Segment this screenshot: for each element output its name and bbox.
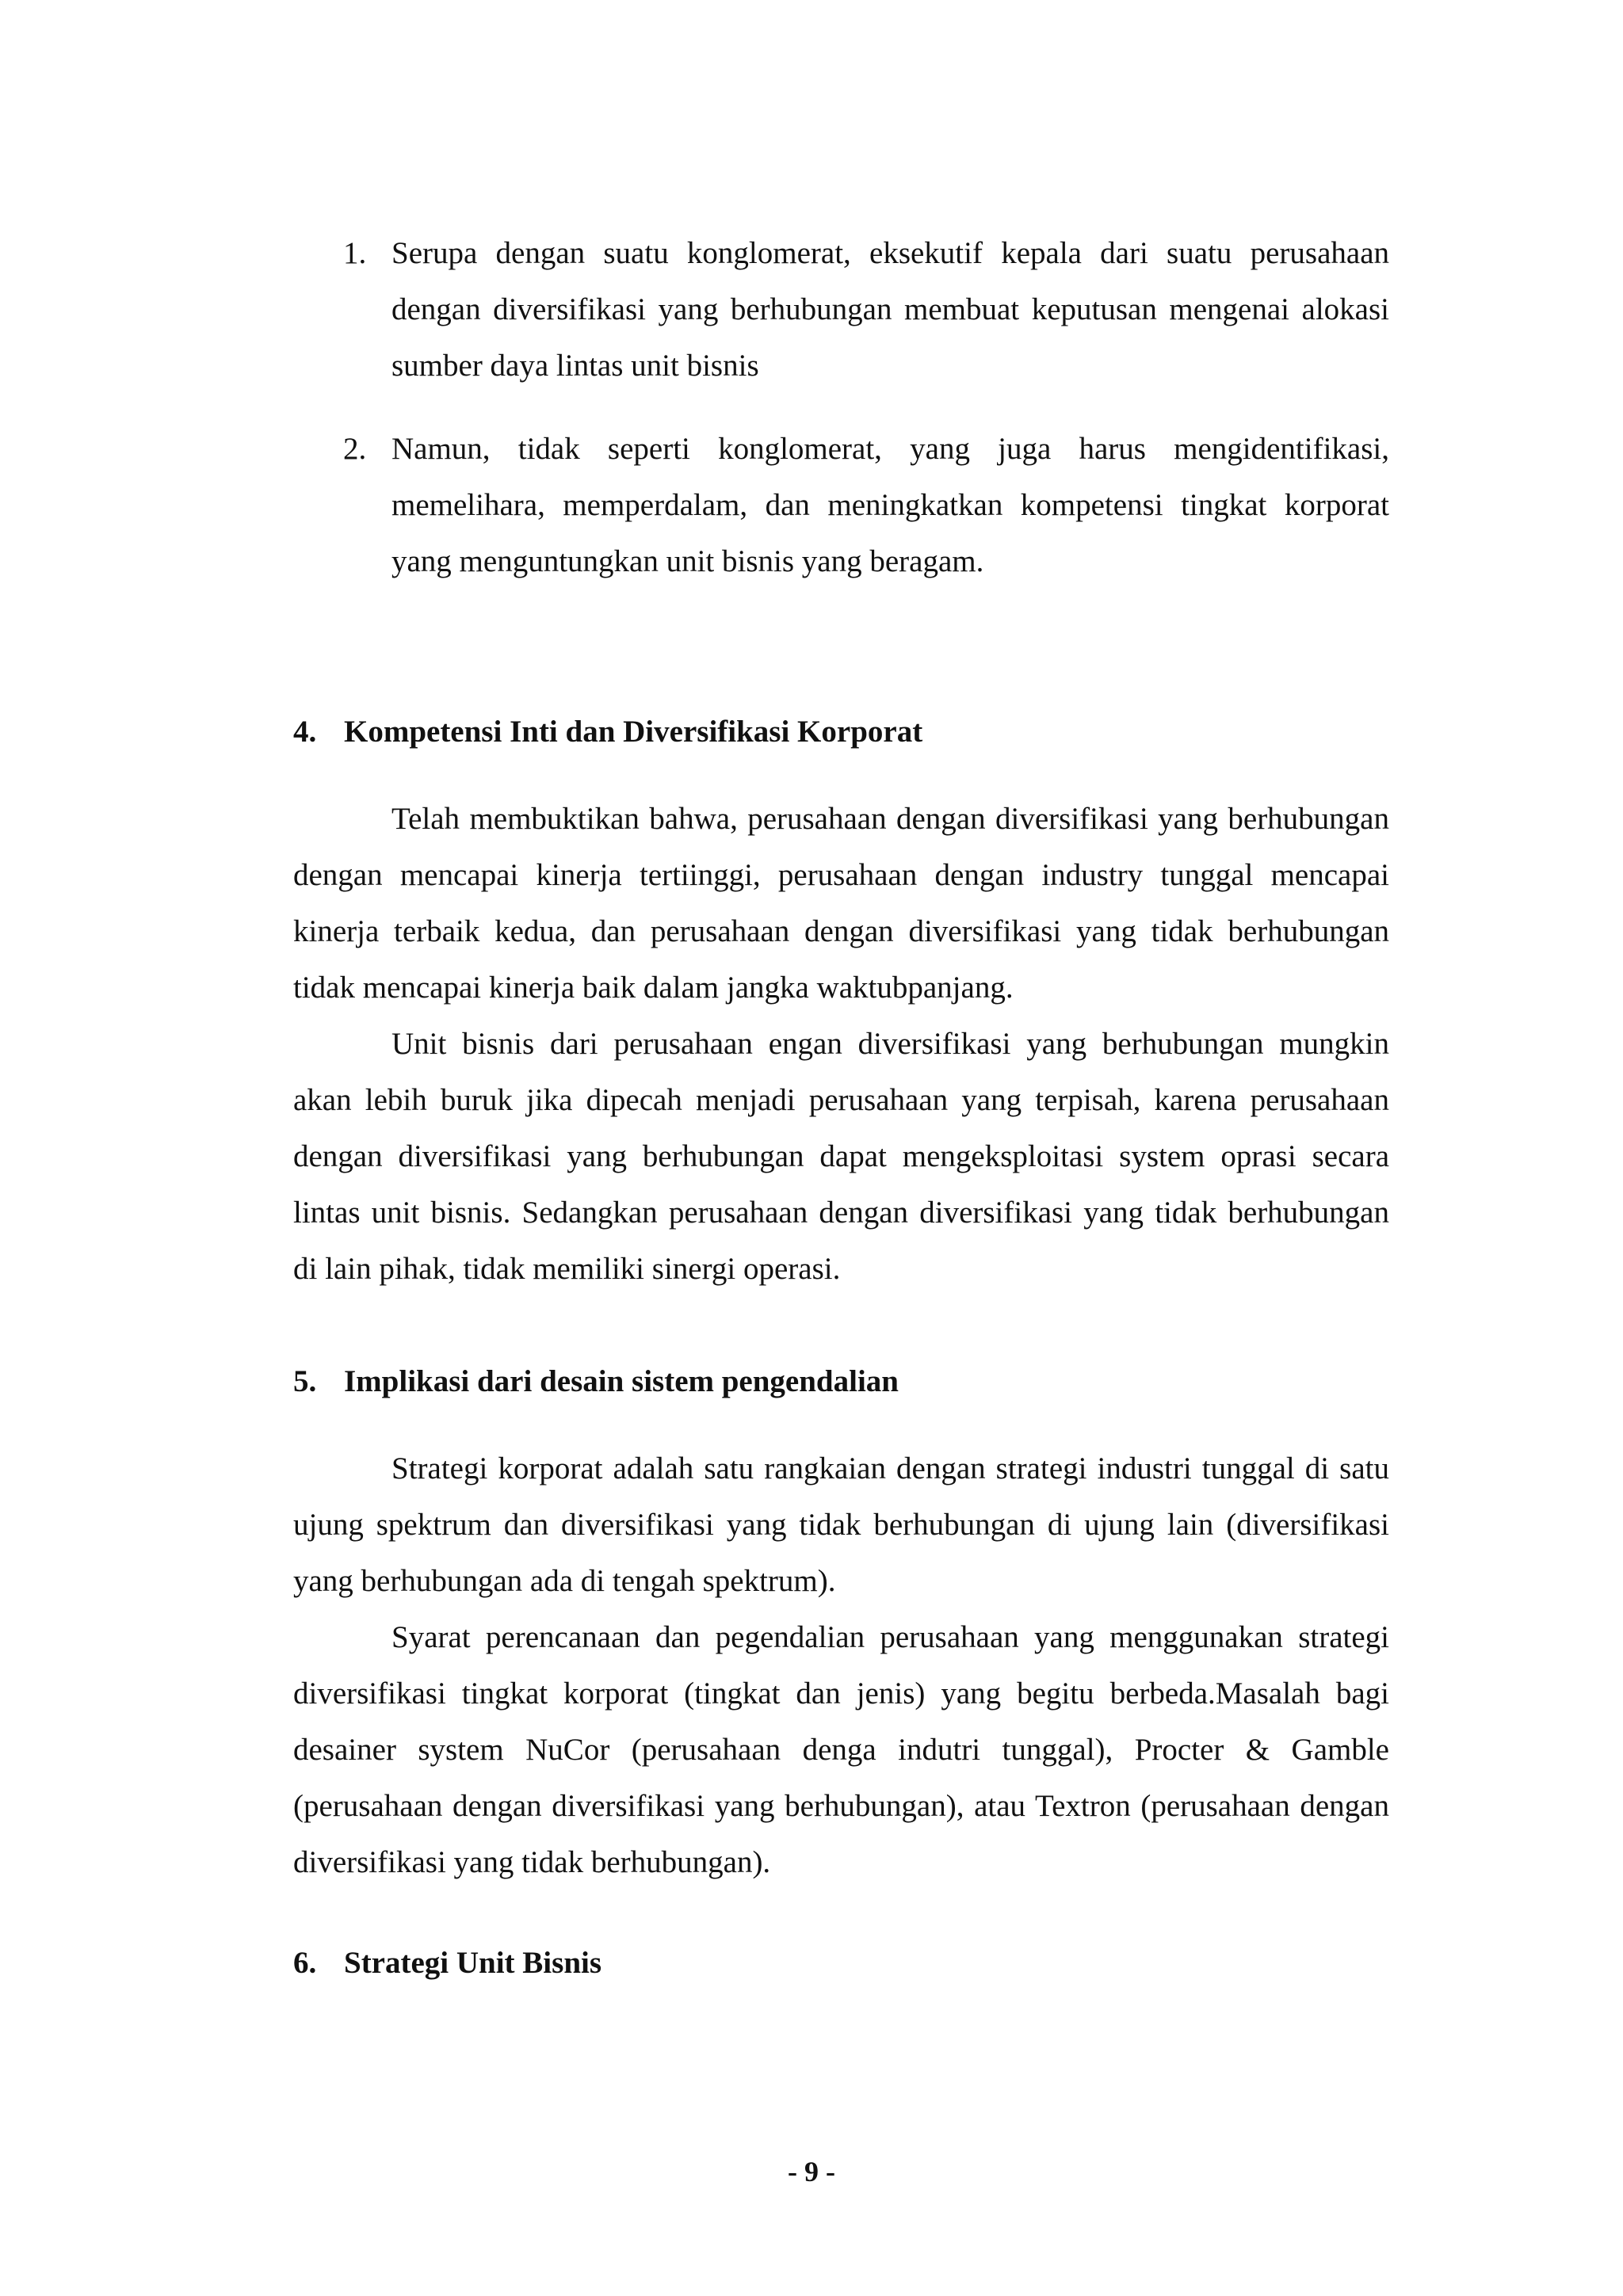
section-number: 6. bbox=[293, 1946, 317, 1980]
list-item-text: Serupa dengan suatu konglomerat, eksekutif kepala dari suatu perusahaan dengan diversifikasi yang berhubungan membuat keputusan mengenai alokasi sumber daya lintas unit bisnis bbox=[391, 236, 1389, 383]
section-heading bbox=[293, 704, 1389, 760]
section-implikasi-desain bbox=[293, 1353, 1389, 1890]
paragraph: Unit bisnis dari perusahaan engan diversifikasi yang berhubungan mungkin akan lebih buruk jika dipecah menjadi perusahaan yang terpisah, karena perusahaan dengan diversifikasi yang berhubungan dapat mengeksploitasi system oprasi secara lintas unit bisnis. Sedangkan perusahaan dengan diversifikasi yang tidak berhubungan di lain pihak, tidak memiliki sinergi operasi. bbox=[293, 1027, 1389, 1286]
section-number: 5. bbox=[293, 1364, 317, 1398]
list-item-number: 1. bbox=[343, 236, 367, 270]
section-strategi-unit-bisnis bbox=[293, 1935, 1389, 1991]
paragraph: Telah membuktikan bahwa, perusahaan dengan diversifikasi yang berhubungan dengan mencapai kinerja tertiinggi, perusahaan dengan industry tunggal mencapai kinerja terbaik kedua, dan perusahaan dengan diversifikasi yang tidak berhubungan tidak mencapai kinerja baik dalam jangka waktubpanjang. bbox=[293, 802, 1389, 1005]
section-number: 4. bbox=[293, 715, 317, 749]
page-number: - 9 - bbox=[788, 2156, 835, 2187]
paragraph: Strategi korporat adalah satu rangkaian dengan strategi industri tunggal di satu ujung spektrum dan diversifikasi yang tidak berhubungan di ujung lain (diversifikasi yang berhubungan ada di tengah spektrum). bbox=[293, 1451, 1389, 1598]
section-title: Kompetensi Inti dan Diversifikasi Korporat bbox=[344, 715, 923, 749]
section-kompetensi-inti bbox=[293, 704, 1389, 1297]
list-item bbox=[343, 421, 1389, 589]
section-heading bbox=[293, 1935, 1389, 1991]
numbered-list bbox=[343, 225, 1389, 589]
section-title: Implikasi dari desain sistem pengendalian bbox=[344, 1364, 899, 1398]
list-item-text: Namun, tidak seperti konglomerat, yang juga harus mengidentifikasi, memelihara, memperdalam, dan meningkatkan kompetensi tingkat korporat yang menguntungkan unit bisnis yang beragam. bbox=[391, 432, 1389, 578]
section-title: Strategi Unit Bisnis bbox=[344, 1946, 602, 1980]
paragraph: Syarat perencanaan dan pegendalian perusahaan yang menggunakan strategi diversifikasi tingkat korporat (tingkat dan jenis) yang begitu berbeda.Masalah bagi desainer system NuCor (perusahaan denga indutri tunggal), Procter & Gamble (perusahaan dengan diversifikasi yang berhubungan), atau Textron (perusahaan dengan diversifikasi yang tidak berhubungan). bbox=[293, 1620, 1389, 1879]
list-item-number: 2. bbox=[343, 432, 367, 466]
list-item bbox=[343, 225, 1389, 394]
section-heading bbox=[293, 1353, 1389, 1409]
